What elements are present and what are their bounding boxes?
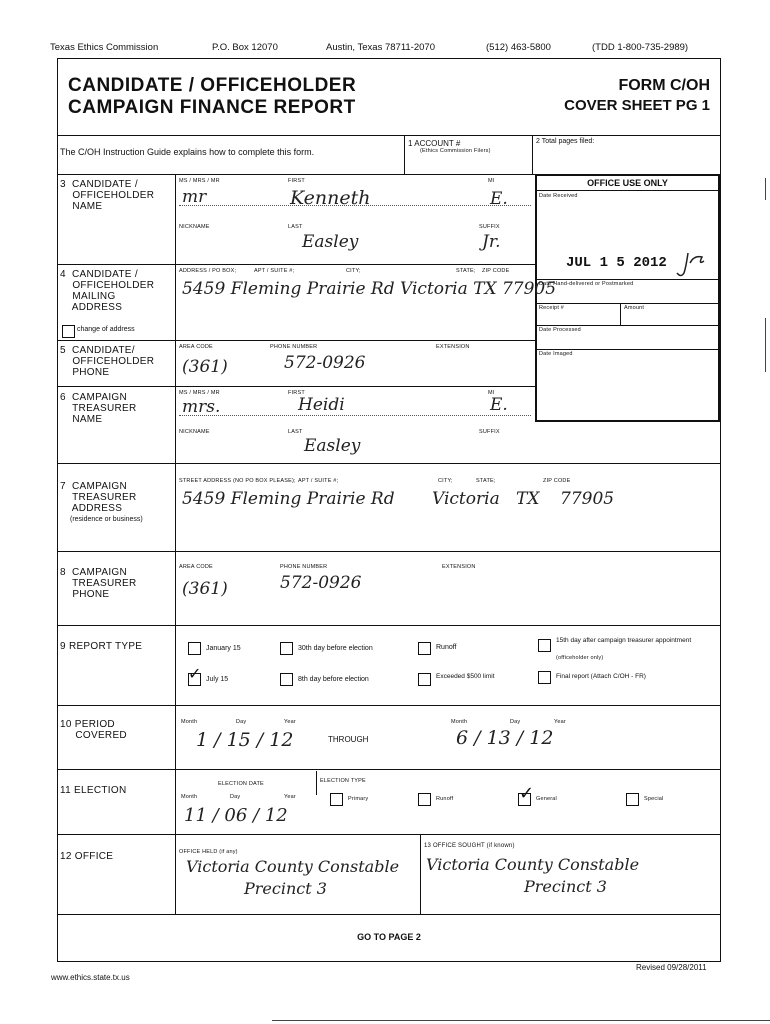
sec3-nickname-label: NICKNAME xyxy=(179,224,210,230)
jul15-label: July 15 xyxy=(206,676,229,683)
sec5-label: 5 CANDIDATE/ OFFICEHOLDER PHONE xyxy=(60,345,155,378)
change-address-label: change of address xyxy=(77,326,135,333)
30th-day-checkbox[interactable] xyxy=(280,642,293,655)
hand-delivered-label: Date Hand-delivered or Postmarked xyxy=(539,281,634,287)
change-address-checkbox[interactable] xyxy=(62,325,75,338)
candidate-area-code[interactable]: (361) xyxy=(182,357,228,377)
guide-text: The C/OH Instruction Guide explains how to complete this form. xyxy=(60,147,315,157)
primary-checkbox[interactable] xyxy=(330,793,343,806)
8th-day-checkbox[interactable] xyxy=(280,673,293,686)
candidate-prefix[interactable]: mr xyxy=(182,187,207,207)
account-number-field[interactable] xyxy=(408,157,526,169)
office-use-title: OFFICE USE ONLY xyxy=(587,178,668,188)
sec3-suffix-label: SUFFIX xyxy=(479,224,500,230)
sec3-ms-label: MS / MRS / MR xyxy=(179,178,220,184)
scan-artifact-line xyxy=(272,1020,770,1021)
primary-label: Primary xyxy=(348,796,369,802)
jan15-checkbox[interactable] xyxy=(188,642,201,655)
sec7-street-label: STREET ADDRESS (NO PO BOX PLEASE); xyxy=(179,478,296,484)
sec4-city-label: CITY; xyxy=(346,268,361,274)
form-title-line2: CAMPAIGN FINANCE REPORT xyxy=(68,97,356,118)
sec10-day2-label: Day xyxy=(510,719,521,725)
sec10-month-label: Month xyxy=(181,719,198,725)
scan-artifact-line xyxy=(765,318,766,372)
sec11-label: 11 ELECTION xyxy=(60,785,127,796)
sec6-label: 6 CAMPAIGN TREASURER NAME xyxy=(60,392,137,425)
30th-day-label: 30th day before election xyxy=(298,645,373,652)
sec8-phone-label: PHONE NUMBER xyxy=(280,564,328,570)
period-from[interactable]: 1 / 15 / 12 xyxy=(196,729,294,751)
account-sub: (Ethics Commission Filers) xyxy=(420,148,491,154)
office-sought-line1[interactable]: Victoria County Constable xyxy=(426,855,640,874)
general-label: General xyxy=(536,796,557,802)
sec8-area-label: AREA CODE xyxy=(179,564,213,570)
agency-phone: (512) 463-5800 xyxy=(486,42,551,53)
special-label: Special xyxy=(644,796,664,802)
sec10-year-label: Year xyxy=(284,719,296,725)
runoff-report-label: Runoff xyxy=(436,644,457,651)
imaged-label: Date Imaged xyxy=(539,351,573,357)
form-title-line1: CANDIDATE / OFFICEHOLDER xyxy=(68,75,357,96)
period-to[interactable]: 6 / 13 / 12 xyxy=(456,727,554,749)
sec9-label: 9 REPORT TYPE xyxy=(60,641,143,652)
office-sought-label: 13 OFFICE SOUGHT (if known) xyxy=(424,843,515,849)
sec3-label: 3 CANDIDATE / OFFICEHOLDER NAME xyxy=(60,179,155,212)
treasurer-zip[interactable]: 77905 xyxy=(560,489,615,509)
election-type-label: ELECTION TYPE xyxy=(320,778,366,784)
sec5-ext-label: EXTENSION xyxy=(436,344,470,350)
jul15-checkmark: ✓ xyxy=(188,664,202,683)
processed-label: Date Processed xyxy=(539,327,581,333)
runoff-election-checkbox[interactable] xyxy=(418,793,431,806)
sec4-state-label: STATE; xyxy=(456,268,476,274)
amount-label: Amount xyxy=(624,305,645,311)
initials-mark xyxy=(674,247,710,281)
candidate-last-name[interactable]: Easley xyxy=(302,232,359,252)
runoff-election-label: Runoff xyxy=(436,796,454,802)
form-id: FORM C/OH xyxy=(618,77,710,94)
special-checkbox[interactable] xyxy=(626,793,639,806)
sec6-ms-label: MS / MRS / MR xyxy=(179,390,220,396)
cover-sheet-form xyxy=(57,58,721,962)
agency-name: Texas Ethics Commission xyxy=(50,42,159,53)
office-held-label: OFFICE HELD (if any) xyxy=(179,849,238,855)
form-subtitle: COVER SHEET PG 1 xyxy=(564,97,710,114)
sec10-day-label: Day xyxy=(236,719,247,725)
date-received-label: Date Received xyxy=(539,193,578,199)
general-checkmark: ✓ xyxy=(519,783,535,804)
final-report-checkbox[interactable] xyxy=(538,671,551,684)
office-held-line1[interactable]: Victoria County Constable xyxy=(186,857,400,876)
sec6-suffix-label: SUFFIX xyxy=(479,429,500,435)
sec4-label: 4 CANDIDATE / OFFICEHOLDER MAILING ADDRESS xyxy=(60,269,155,313)
treasurer-area-code[interactable]: (361) xyxy=(182,579,228,599)
sec10-year2-label: Year xyxy=(554,719,566,725)
8th-day-label: 8th day before election xyxy=(298,676,369,683)
sec6-last-label: LAST xyxy=(288,429,303,435)
po-box: P.O. Box 12070 xyxy=(212,42,278,53)
sec4-address-label: ADDRESS / PO BOX; xyxy=(179,268,237,274)
sec7-sub: (residence or business) xyxy=(70,516,143,523)
treasurer-street[interactable]: 5459 Fleming Prairie Rd xyxy=(182,489,395,509)
15th-day-checkbox[interactable] xyxy=(538,639,551,652)
treasurer-city[interactable]: Victoria xyxy=(432,489,500,509)
office-held-line2[interactable]: Precinct 3 xyxy=(244,879,327,898)
sec3-last-label: LAST xyxy=(288,224,303,230)
treasurer-last-name[interactable]: Easley xyxy=(304,436,361,456)
revised-date: Revised 09/28/2011 xyxy=(636,963,707,972)
sec5-area-label: AREA CODE xyxy=(179,344,213,350)
agency-city: Austin, Texas 78711-2070 xyxy=(326,42,435,53)
sec7-city-label: CITY; xyxy=(438,478,453,484)
candidate-phone[interactable]: 572-0926 xyxy=(284,353,366,373)
treasurer-prefix[interactable]: mrs. xyxy=(182,397,221,417)
agency-tdd: (TDD 1-800-735-2989) xyxy=(592,42,689,53)
sec6-first-label: FIRST xyxy=(288,390,305,396)
sec4-apt-label: APT / SUITE #; xyxy=(254,268,295,274)
15th-day-sub: (officeholder only) xyxy=(556,655,604,661)
sec11-day-label: Day xyxy=(230,794,241,800)
sec6-mi-label: MI xyxy=(488,390,495,396)
sec5-phone-label: PHONE NUMBER xyxy=(270,344,318,350)
sec6-nickname-label: NICKNAME xyxy=(179,429,210,435)
jan15-label: January 15 xyxy=(206,645,241,652)
scan-artifact-line xyxy=(765,178,766,200)
sec12-label: 12 OFFICE xyxy=(60,851,114,862)
runoff-report-checkbox[interactable] xyxy=(418,642,431,655)
candidate-mi[interactable]: E. xyxy=(490,189,508,209)
exceeded-label: Exceeded $500 limit xyxy=(436,673,495,680)
treasurer-phone[interactable]: 572-0926 xyxy=(280,573,362,593)
sec7-zip-label: ZIP CODE xyxy=(543,478,571,484)
sec7-state-label: STATE; xyxy=(476,478,496,484)
candidate-suffix[interactable]: Jr. xyxy=(482,232,501,252)
sec10-label: 10 PERIOD COVERED xyxy=(60,719,127,741)
treasurer-state[interactable]: TX xyxy=(516,489,540,509)
15th-day-label: 15th day after campaign treasurer appointment xyxy=(556,637,692,644)
account-label: 1 ACCOUNT # xyxy=(408,139,461,148)
sec3-mi-label: MI xyxy=(488,178,495,184)
total-pages-field[interactable] xyxy=(536,149,716,169)
sec4-zip-label: ZIP CODE xyxy=(482,268,510,274)
sec10-month2-label: Month xyxy=(451,719,468,725)
office-sought-line2[interactable]: Precinct 3 xyxy=(524,877,607,896)
sec11-month-label: Month xyxy=(181,794,198,800)
final-report-label: Final report (Attach C/OH - FR) xyxy=(556,673,646,680)
election-date-label: ELECTION DATE xyxy=(218,781,264,787)
received-stamp: JUL 1 5 2012 xyxy=(566,255,667,271)
sec8-ext-label: EXTENSION xyxy=(442,564,476,570)
pages-label: 2 Total pages filed: xyxy=(536,138,595,145)
exceeded-checkbox[interactable] xyxy=(418,673,431,686)
office-use-box xyxy=(535,174,720,422)
through-label: THROUGH xyxy=(328,735,369,744)
sec7-label: 7 CAMPAIGN TREASURER ADDRESS xyxy=(60,481,137,514)
sec3-first-label: FIRST xyxy=(288,178,305,184)
sec7-apt-label: APT / SUITE #; xyxy=(298,478,339,484)
sec8-label: 8 CAMPAIGN TREASURER PHONE xyxy=(60,567,137,600)
treasurer-mi[interactable]: E. xyxy=(490,395,508,415)
goto-page2: GO TO PAGE 2 xyxy=(357,932,421,942)
treasurer-first-name[interactable]: Heidi xyxy=(298,395,345,415)
candidate-first-name[interactable]: Kenneth xyxy=(290,187,371,209)
candidate-address[interactable]: 5459 Fleming Prairie Rd Victoria TX 77905 xyxy=(182,279,557,299)
receipt-label: Receipt # xyxy=(539,305,565,311)
footer-url: www.ethics.state.tx.us xyxy=(51,973,130,982)
election-date[interactable]: 11 / 06 / 12 xyxy=(184,805,288,826)
sec11-year-label: Year xyxy=(284,794,296,800)
